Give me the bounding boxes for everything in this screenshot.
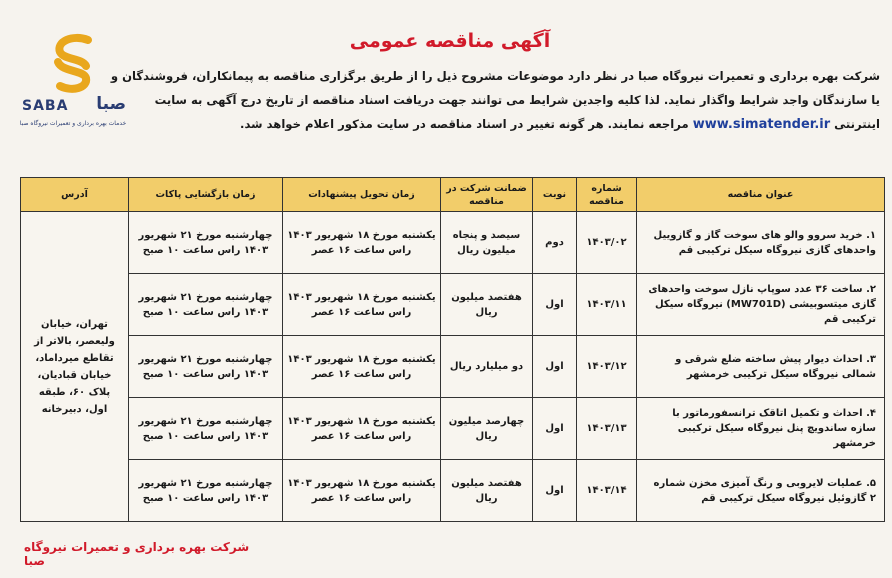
row-opening: چهارشنبه مورخ ۲۱ شهریور ۱۴۰۳ راس ساعت ۱۰ صبح — [129, 212, 283, 274]
intro-line-1: شرکت بهره برداری و تعمیرات نیروگاه صبا در نظر دارد موضوعات مشروح ذیل را از طریق برگزاری مناقصه به پیمانکاران، فروشندگان و — [110, 69, 880, 83]
row-guarantee: چهارصد میلیون ریال — [441, 398, 533, 460]
row-submission: یکشنبه مورخ ۱۸ شهریور ۱۴۰۳ راس ساعت ۱۶ عصر — [283, 336, 441, 398]
row-number: ۱۴۰۳/۱۲ — [577, 336, 637, 398]
row-guarantee: دو میلیارد ریال — [441, 336, 533, 398]
row-subject: ۲. ساخت ۳۶ عدد سوپاپ نازل سوخت واحدهای گازی میتسوبیشی (MW701D) نیروگاه سیکل ترکیبی قم — [637, 274, 885, 336]
row-round: اول — [533, 274, 577, 336]
row-number: ۱۴۰۳/۱۴ — [577, 460, 637, 522]
row-subject: ۵. عملیات لایروبی و رنگ آمیزی مخزن شماره ۲ گازوئیل نیروگاه سیکل ترکیبی قم — [637, 460, 885, 522]
intro-line-2: یا سازندگان واجد شرایط واگذار نماید. لذا کلیه واجدین شرایط می توانند جهت دریافت اسناد مناقصه از تاریخ درج آگهی به سایت — [154, 93, 880, 107]
row-round: دوم — [533, 212, 577, 274]
row-guarantee: هفتصد میلیون ریال — [441, 274, 533, 336]
tender-site-link[interactable]: www.simatender.ir — [692, 117, 831, 132]
table-row — [21, 212, 885, 274]
row-number: ۱۴۰۳/۰۲ — [577, 212, 637, 274]
row-subject: ۳. احداث دیوار پیش ساخته ضلع شرقی و شمالی نیروگاه سیکل ترکیبی خرمشهر — [637, 336, 885, 398]
table-row — [21, 274, 885, 336]
table-header-row — [21, 178, 885, 212]
header-submission: زمان تحویل پیشنهادات — [283, 178, 441, 212]
row-submission: یکشنبه مورخ ۱۸ شهریور ۱۴۰۳ راس ساعت ۱۶ عصر — [283, 274, 441, 336]
header-opening: زمان بازگشایی پاکات — [129, 178, 283, 212]
logo-latin-text: SABA — [22, 98, 69, 114]
header-guarantee: ضمانت شرکت در مناقصه — [441, 178, 533, 212]
table-row — [21, 460, 885, 522]
intro-paragraph — [110, 64, 880, 137]
table-row — [21, 336, 885, 398]
tender-table-wrapper — [20, 177, 884, 522]
row-submission: یکشنبه مورخ ۱۸ شهریور ۱۴۰۳ راس ساعت ۱۶ عصر — [283, 398, 441, 460]
intro-line-3-prefix: اینترنتی — [834, 117, 880, 131]
table-row — [21, 398, 885, 460]
row-opening: چهارشنبه مورخ ۲۱ شهریور ۱۴۰۳ راس ساعت ۱۰ صبح — [129, 274, 283, 336]
row-guarantee: هفتصد میلیون ریال — [441, 460, 533, 522]
row-round: اول — [533, 336, 577, 398]
header-subject: عنوان مناقصه — [637, 178, 885, 212]
row-round: اول — [533, 398, 577, 460]
logo-persian-text: صبا — [96, 94, 126, 114]
intro-line-3-suffix: مراجعه نمایند. هر گونه تغییر در اسناد مناقصه در سایت مذکور اعلام خواهد شد. — [240, 117, 689, 131]
notice-title: آگهی مناقصه عمومی — [349, 30, 551, 52]
tender-table — [20, 177, 885, 522]
row-submission: یکشنبه مورخ ۱۸ شهریور ۱۴۰۳ راس ساعت ۱۶ عصر — [283, 460, 441, 522]
header-number: شماره مناقصه — [577, 178, 637, 212]
row-round: اول — [533, 460, 577, 522]
saba-logo-mark-icon — [42, 32, 104, 94]
intro-line-3 — [150, 112, 880, 137]
row-opening: چهارشنبه مورخ ۲۱ شهریور ۱۴۰۳ راس ساعت ۱۰ صبح — [129, 460, 283, 522]
logo-tagline: خدمات بهره برداری و تعمیرات نیروگاه صبا — [19, 120, 127, 127]
row-number: ۱۴۰۳/۱۱ — [577, 274, 637, 336]
row-opening: چهارشنبه مورخ ۲۱ شهریور ۱۴۰۳ راس ساعت ۱۰ صبح — [129, 398, 283, 460]
row-subject: ۴. احداث و تکمیل اتاقک ترانسفورماتور با سازه ساندویچ پنل نیروگاه سیکل ترکیبی خرمشهر — [637, 398, 885, 460]
address-cell: تهران، خیابان ولیعصر، بالاتر از تقاطع میرداماد، خیابان قبادیان، پلاک ۶۰، طبقه اول، دبیرخانه — [21, 212, 129, 522]
row-submission: یکشنبه مورخ ۱۸ شهریور ۱۴۰۳ راس ساعت ۱۶ عصر — [283, 212, 441, 274]
row-number: ۱۴۰۳/۱۳ — [577, 398, 637, 460]
row-subject: ۱. خرید سروو والو های سوخت گاز و گازوییل واحدهای گازی نیروگاه سیکل ترکیبی قم — [637, 212, 885, 274]
row-guarantee: سیصد و پنجاه میلیون ریال — [441, 212, 533, 274]
row-opening: چهارشنبه مورخ ۲۱ شهریور ۱۴۰۳ راس ساعت ۱۰ صبح — [129, 336, 283, 398]
header-address: آدرس — [21, 178, 129, 212]
header-round: نوبت — [533, 178, 577, 212]
footer-company-name: شرکت بهره برداری و تعمیرات نیروگاه صبا — [24, 540, 250, 568]
